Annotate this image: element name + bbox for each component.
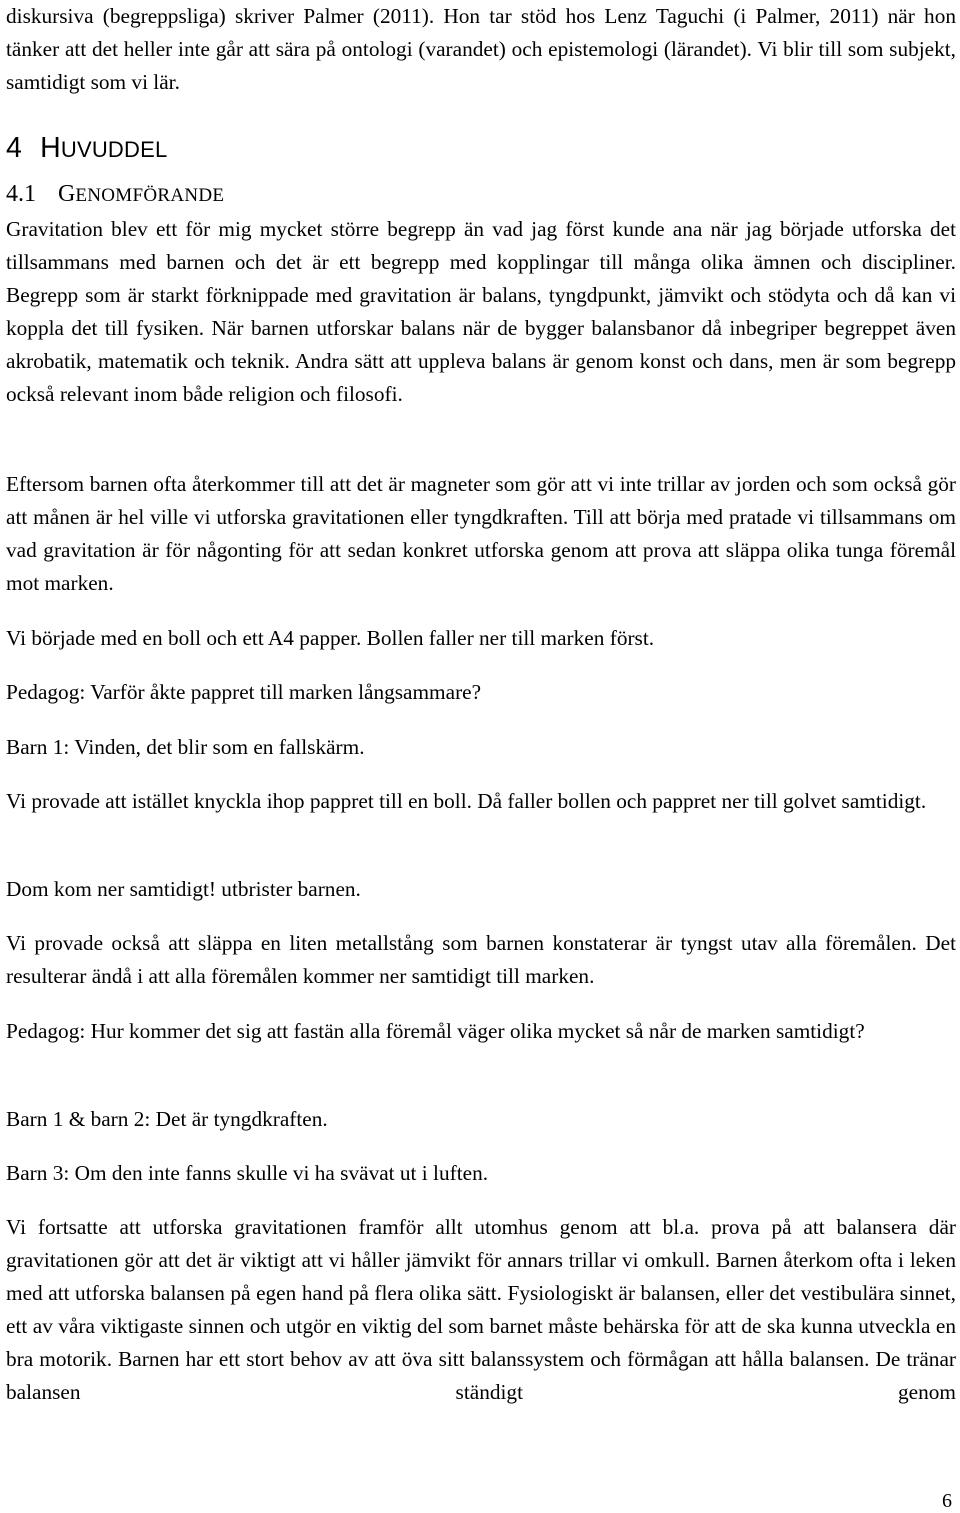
section-number: 4 <box>6 132 23 164</box>
paragraph-balans: Vi fortsatte att utforska gravitationen framför allt utomhus genom att bl.a. prova på att balansera där gravitationen gör att det är viktigt att vi håller jämvikt för annars trillar vi omkull. Barnen återkom ofta i leken med att utforska balansen på egen hand på flera olika sätt. Fysiologiskt är balansen, eller det vestibulära sinnet, ett av våra viktigaste sinnen och utgör en viktig del som barnet måste behärska för att de ska kunna utveckla en bra motorik. Barnen har ett stort behov av att öva sitt balanssystem och förmågan att hålla balansen. De tränar balansen ständigt genom <box>6 1215 956 1404</box>
dialogue-barn-3: Barn 3: Om den inte fanns skulle vi ha svävat ut i luften. <box>6 1161 489 1185</box>
subsection-title-rest: ENOMFÖRANDE <box>75 185 225 206</box>
dialogue-barn-1-2: Barn 1 & barn 2: Det är tyngdkraften. <box>6 1107 328 1131</box>
paragraph-metallstang: Vi provade också att släppa en liten metallstång som barnen konstaterar är tyngst utav alla föremålen. Det resulterar ändå i att alla föremålen kommer ner samtidigt till marken. <box>6 931 956 988</box>
section-heading <box>6 128 167 170</box>
dialogue-pedagog-2: Pedagog: Hur kommer det sig att fastän alla föremål väger olika mycket så når de marken samtidigt? <box>6 1019 865 1043</box>
paragraph-knyckla: Vi provade att istället knyckla ihop pappret till en boll. Då faller bollen och pappret ner till golvet samtidigt. <box>6 789 927 813</box>
paragraph-magneter: Eftersom barnen ofta återkommer till att det är magneter som gör att vi inte trillar av jorden och som också gör att månen är hel ville vi utforska gravitationen eller tyngdkraften. Till att börja med pratade vi tillsammans om vad gravitation är för någonting för att sedan konkret utforska genom att prova att släppa olika tunga föremål mot marken. <box>6 472 956 595</box>
page-number: 6 <box>942 1490 952 1512</box>
dialogue-utbrister: Dom kom ner samtidigt! utbrister barnen. <box>6 877 361 901</box>
paragraph-boll: Vi började med en boll och ett A4 papper. Bollen faller ner till marken först. <box>6 626 655 650</box>
section-title-initial: H <box>40 132 61 164</box>
dialogue-barn-1: Barn 1: Vinden, det blir som en fallskärm. <box>6 735 365 759</box>
dialogue-pedagog-1: Pedagog: Varför åkte pappret till marken långsammare? <box>6 680 482 704</box>
subsection-number: 4.1 <box>6 181 36 207</box>
subsection-title-initial: G <box>58 181 76 207</box>
paragraph-gravitation: Gravitation blev ett för mig mycket större begrepp än vad jag först kunde ana när jag började utforska det tillsammans med barnen och det är ett begrepp med kopplingar till många olika ämnen och discipliner. Begrepp som är starkt förknippade med gravitation är balans, tyngdpunkt, jämvikt och stödyta och då kan vi koppla det till fysiken. När barnen utforskar balans när de bygger balansbanor då inbegriper begreppet även akrobatik, matematik och teknik. Andra sätt att uppleva balans är genom konst och dans, men är som begrepp också relevant inom både religion och filosofi. <box>6 217 956 406</box>
subsection-heading <box>6 176 224 214</box>
section-title-rest: UVUDDEL <box>60 137 168 162</box>
continuation-paragraph: diskursiva (begreppsliga) skriver Palmer (2011). Hon tar stöd hos Lenz Taguchi (i Palmer, 2011) när hon tänker att det heller inte går att sära på ontologi (varandet) och epistemologi (lärandet). Vi blir till som subjekt, samtidigt som vi lär. <box>6 4 956 94</box>
